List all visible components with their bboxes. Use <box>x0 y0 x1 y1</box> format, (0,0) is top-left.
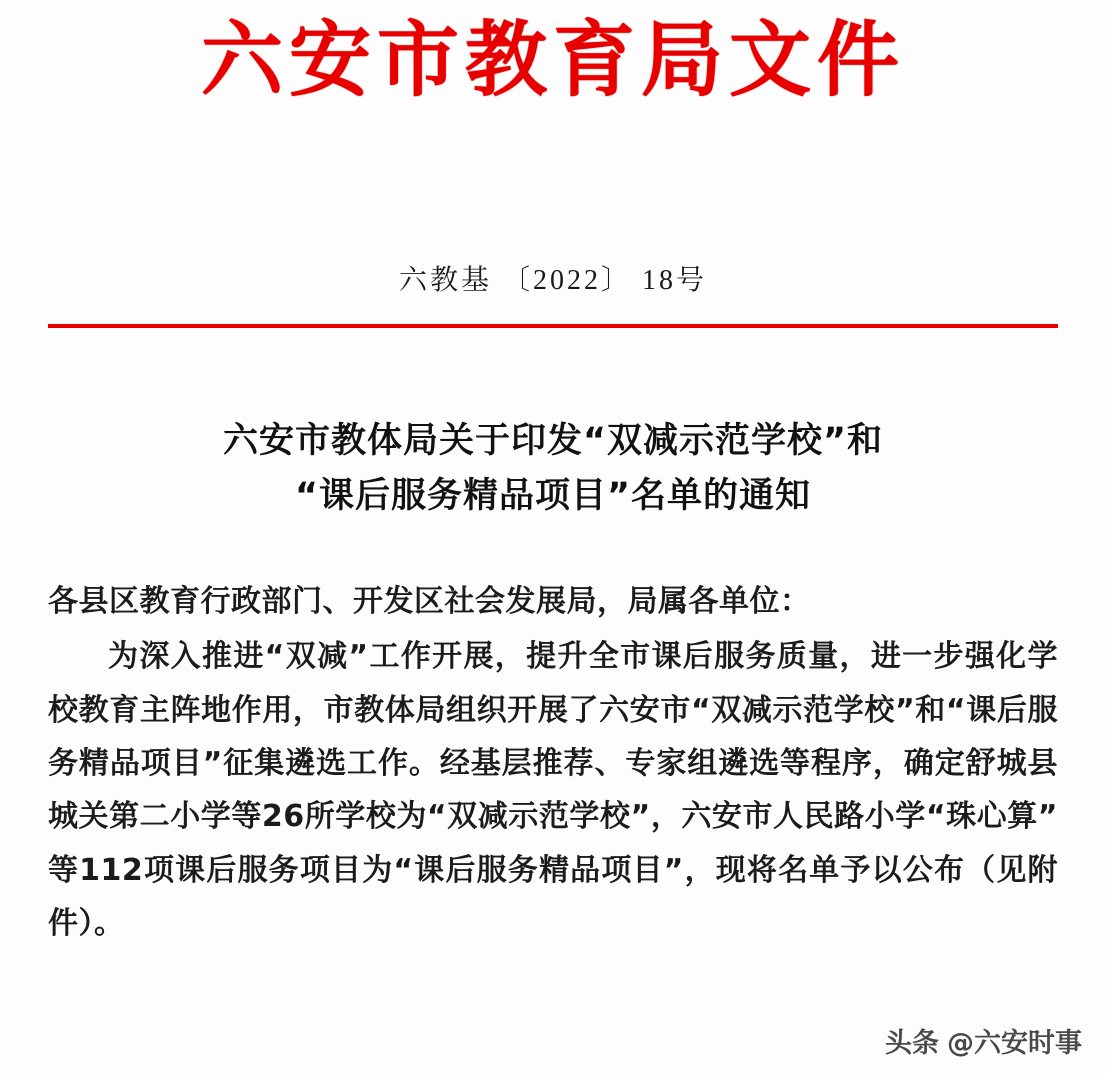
masthead <box>0 0 1106 108</box>
source-credit <box>885 1021 1082 1060</box>
masthead-title: 六安市教育局文件 <box>200 13 905 108</box>
toutiao-logo-icon: 头条 <box>885 1028 939 1059</box>
document-body <box>48 575 1058 951</box>
red-separator-rule <box>48 324 1058 328</box>
page-title <box>73 414 1033 523</box>
salutation: 各县区教育行政部门、开发区社会发展局，局属各单位： <box>48 583 811 619</box>
source-credit-handle: @六安时事 <box>947 1028 1082 1059</box>
page-title-line-1: 六安市教体局关于印发“双减示范学校”和 <box>222 421 883 462</box>
document-number: 六教基 〔2022〕 18号 <box>398 265 707 297</box>
document-number-row <box>0 258 1106 298</box>
page-title-line-2: “课后服务精品项目”名单的通知 <box>294 475 811 516</box>
body-paragraph-1: 为深入推进“双减”工作开展，提升全市课后服务质量，进一步强化学校教育主阵地作用，市教体局组织开展了六安市“双减示范学校”和“课后服务精品项目”征集遴选工作。经基层推荐、专家组遴选等程序，确定舒城县城关第二小学等26所学校为“双减示范学校”，六安市人民路小学“珠心算”等112项课后服务项目为“课后服务精品项目”，现将名单予以公布（见附件）。 <box>48 639 1058 942</box>
